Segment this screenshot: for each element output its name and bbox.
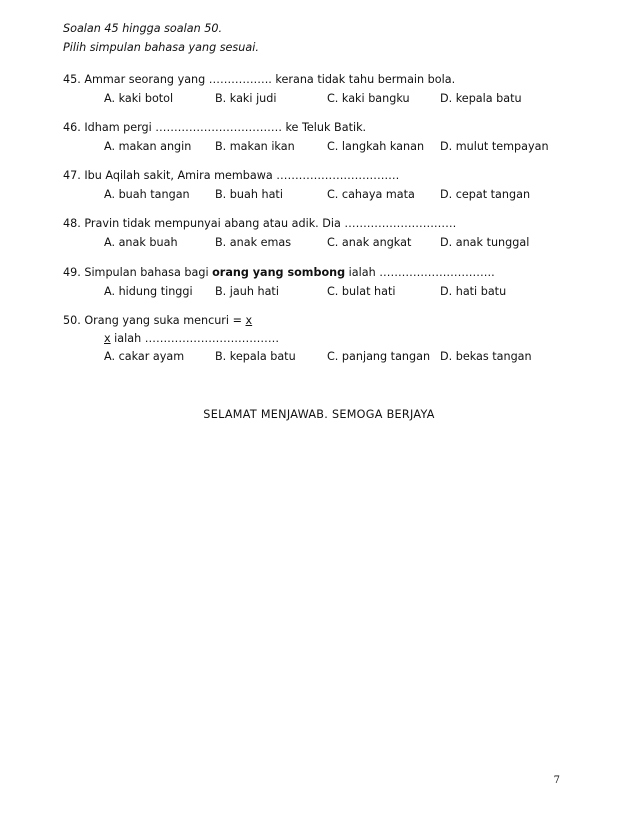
stem-keyword: orang yang sombong (212, 266, 346, 279)
answer-options (63, 89, 583, 108)
option-d: D. bekas tangan (440, 350, 532, 363)
answer-options (63, 347, 583, 366)
stem-text: 50. Orang yang suka mencuri = (63, 314, 246, 327)
answer-options (63, 233, 583, 252)
question-stem-continued (63, 330, 583, 347)
question-stem: 47. Ibu Aqilah sakit, Amira membawa …………………………… (63, 169, 400, 182)
option-a: A. kaki botol (104, 92, 174, 105)
option-c: C. anak angkat (327, 236, 412, 249)
option-a: A. hidung tinggi (104, 285, 193, 298)
answer-options (63, 282, 583, 301)
question-48 (63, 214, 583, 252)
option-b: B. kepala batu (215, 350, 296, 363)
option-d: D. anak tunggal (440, 236, 530, 249)
question-47 (63, 166, 583, 204)
option-d: D. mulut tempayan (440, 140, 549, 153)
question-stem (63, 263, 583, 282)
option-a: A. makan angin (104, 140, 192, 153)
closing-message: SELAMAT MENJAWAB. SEMOGA BERJAYA (203, 408, 435, 421)
stem-text-end: ialah ……………………………… (110, 332, 280, 345)
option-d: D. kepala batu (440, 92, 522, 105)
option-c: C. panjang tangan (327, 350, 431, 363)
option-c: C. bulat hati (327, 285, 396, 298)
answer-options (63, 185, 583, 204)
option-d: D. cepat tangan (440, 188, 531, 201)
option-b: B. jauh hati (215, 285, 279, 298)
option-a: A. anak buah (104, 236, 178, 249)
answer-options (63, 137, 583, 156)
question-49 (63, 263, 583, 301)
stem-variable: x (104, 332, 111, 345)
question-stem (63, 311, 583, 330)
page-number: 7 (553, 775, 560, 786)
option-b: B. makan ikan (215, 140, 295, 153)
instruction-text: Pilih simpulan bahasa yang sesuai. (63, 41, 259, 54)
instruction-heading: Soalan 45 hingga soalan 50. (63, 22, 223, 35)
question-46 (63, 118, 583, 156)
option-b: B. buah hati (215, 188, 283, 201)
option-c: C. cahaya mata (327, 188, 415, 201)
question-45 (63, 70, 583, 108)
option-b: B. anak emas (215, 236, 292, 249)
question-stem: 46. Idham pergi ……………………………. ke Teluk Batik. (63, 121, 367, 134)
option-b: B. kaki judi (215, 92, 277, 105)
question-stem: 45. Ammar seorang yang …………….. kerana tidak tahu bermain bola. (63, 73, 456, 86)
stem-text-end: ialah …………………………. (345, 266, 495, 279)
stem-text: 49. Simpulan bahasa bagi (63, 266, 213, 279)
option-a: A. buah tangan (104, 188, 190, 201)
option-c: C. langkah kanan (327, 140, 425, 153)
option-c: C. kaki bangku (327, 92, 410, 105)
question-stem: 48. Pravin tidak mempunyai abang atau adik. Dia ………………………… (63, 217, 457, 230)
option-a: A. cakar ayam (104, 350, 185, 363)
option-d: D. hati batu (440, 285, 507, 298)
stem-variable: x (245, 314, 253, 327)
question-50 (63, 311, 583, 366)
